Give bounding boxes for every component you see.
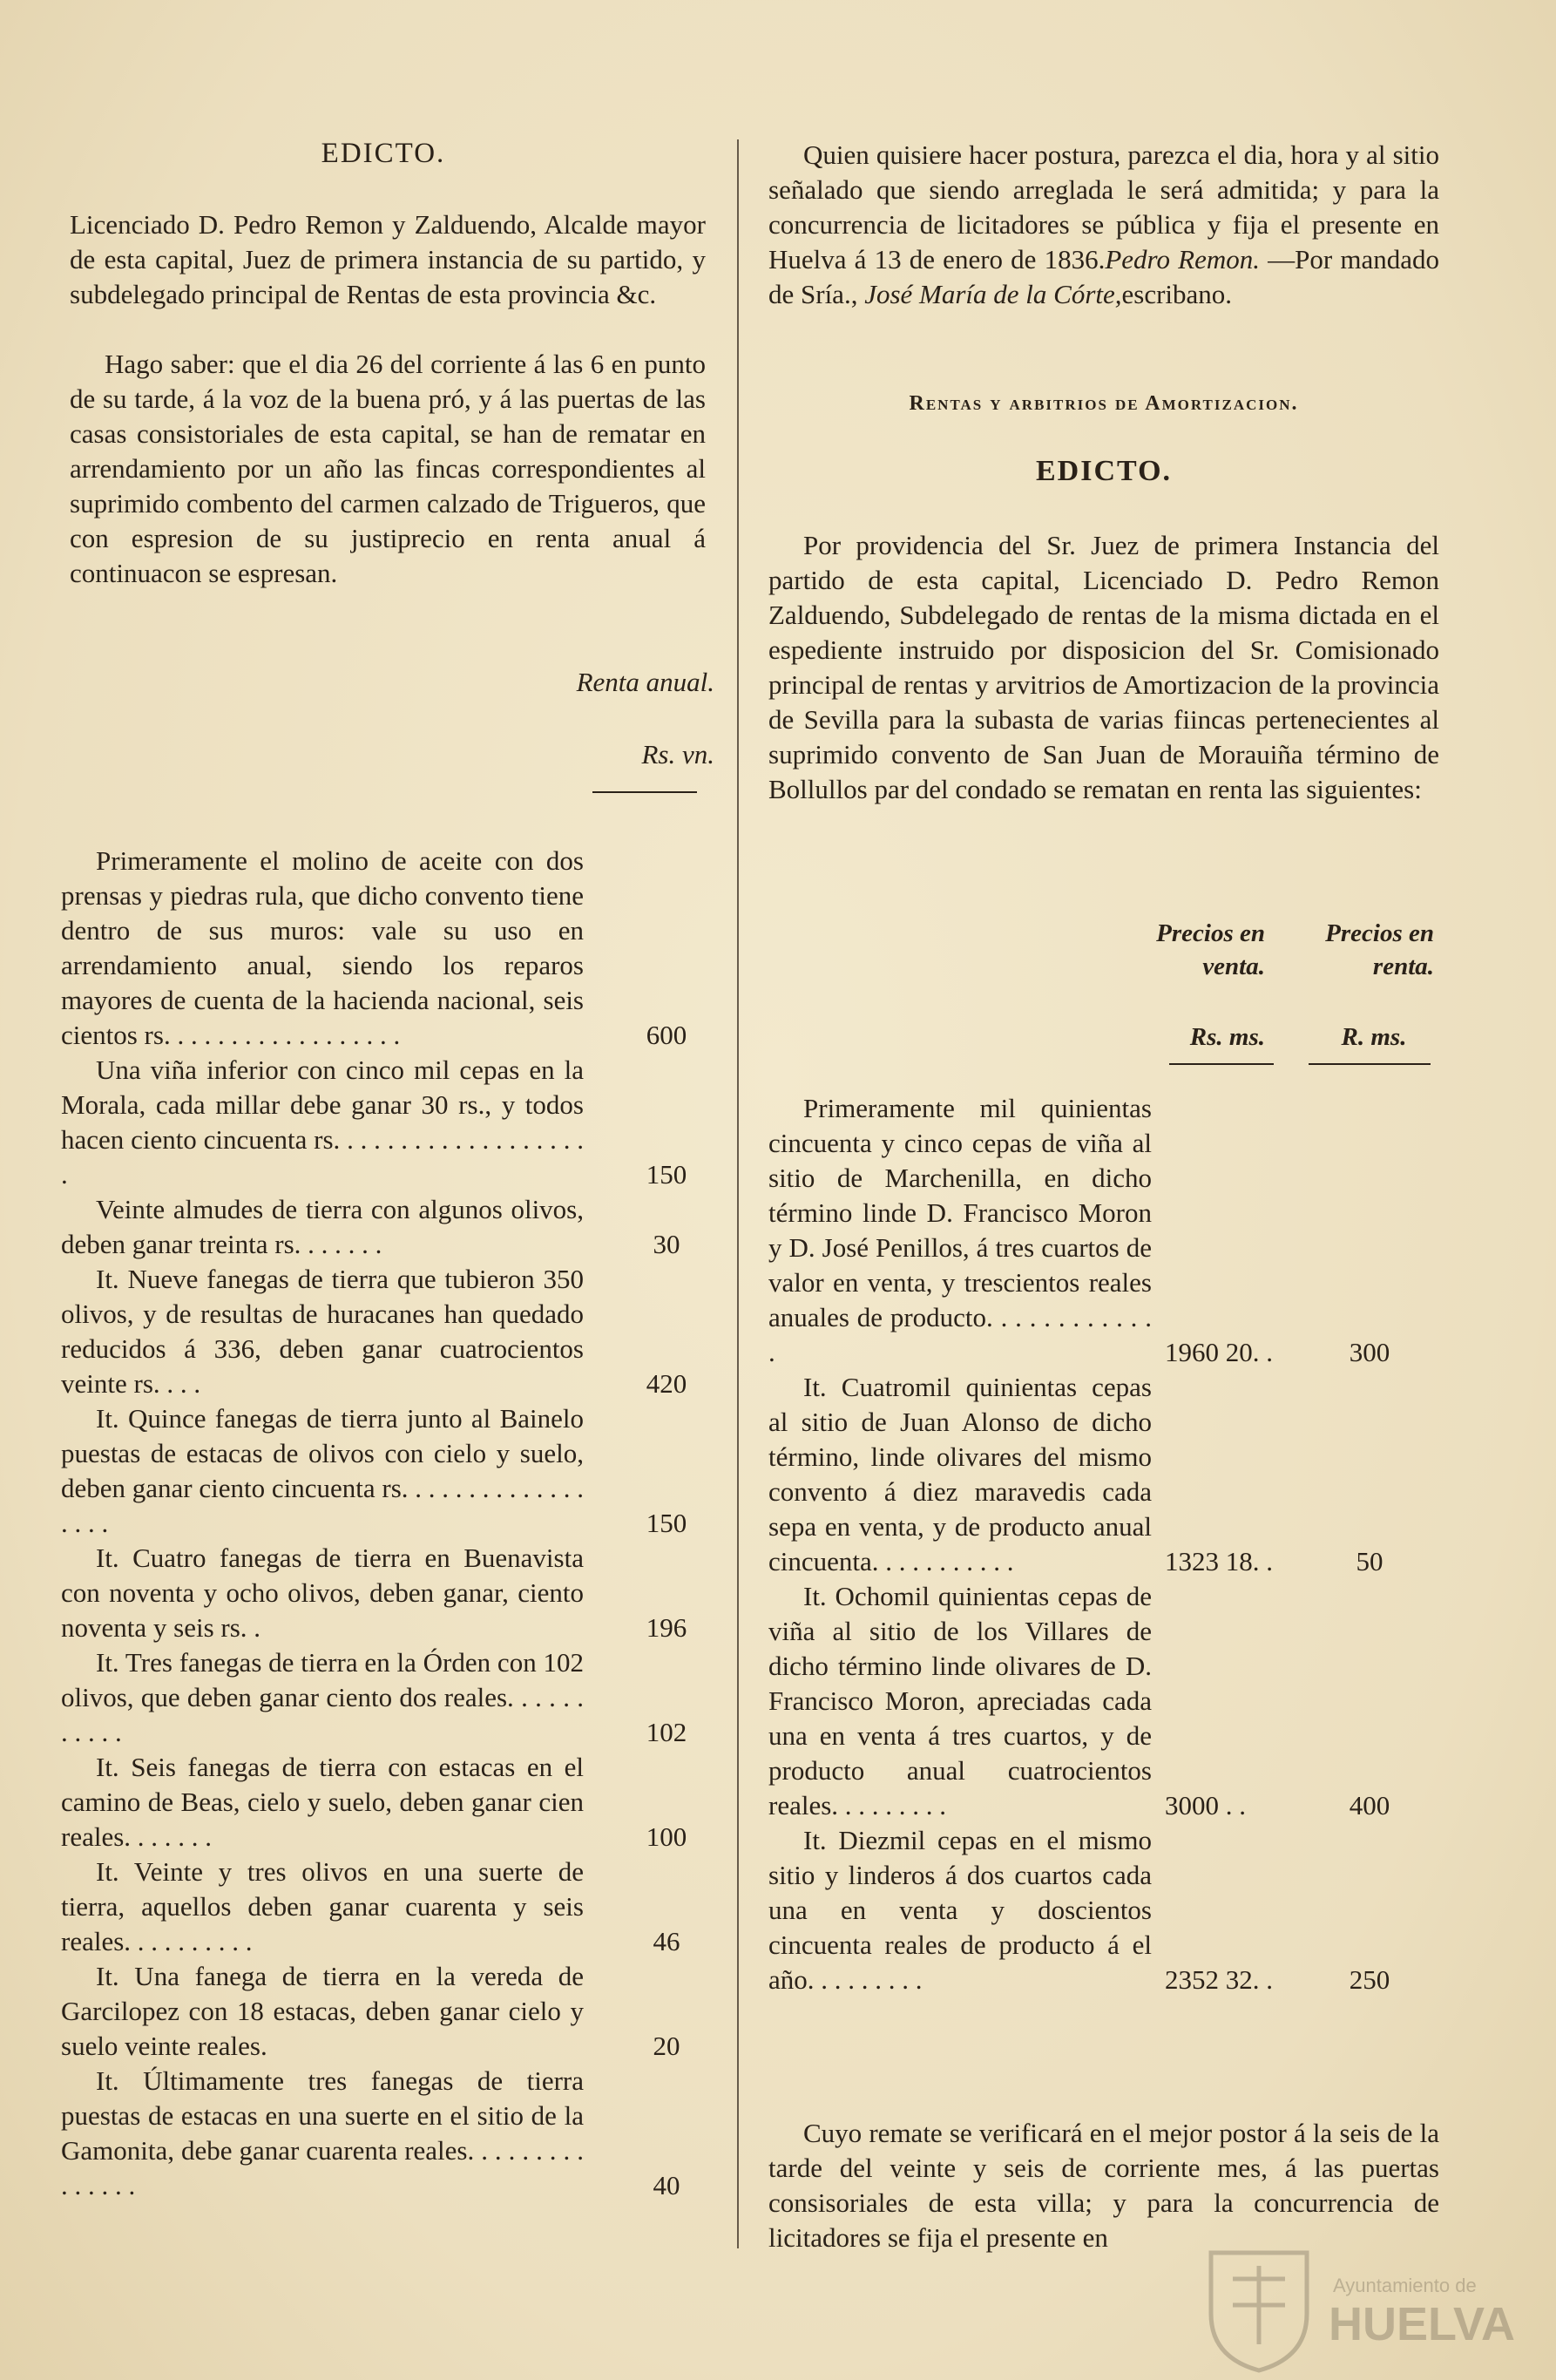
left-entry [61, 1262, 706, 1401]
left-notice: Hago saber: que el dia 26 del corriente á las 6 en punto de su tarde, á la voz de la buena pró, y á las puertas de las casas consistoriales de esta capital, se han de rematar en arrendamiento por un año las fincas correspondientes al suprimido combento del carmen calzado de Trigueros, que con espresion de su justiprecio en renta anual á continuacon se espresan. [70, 349, 706, 588]
left-entry-text: Primeramente el molino de aceite con dos prensas y piedras rula, que dicho convento tiene dentro de sus muros: vale su uso en arrendamiento anual, siendo los reparos mayores de cuenta de la hacienda nacional, seis cientos rs. . . . . . . . . . . . . . . . . . [61, 845, 584, 1050]
right-title: EDICTO. [1035, 455, 1173, 487]
left-entry [61, 1750, 706, 1855]
left-entry-value: 46 [653, 1926, 680, 1956]
left-entry-value: 30 [653, 1229, 680, 1259]
left-col-unit: Rs. vn. [641, 739, 714, 770]
left-entry [61, 1053, 706, 1192]
left-entry-text: It. Cuatro fanegas de tierra en Buenavista con noventa y ocho olivos, deben ganar, ciento noventa y seis rs. . [61, 1543, 584, 1643]
left-entry-text: It. Veinte y tres olivos en una suerte de tierra, aquellos deben ganar cuarenta y seis reales. . . . . . . . . . [61, 1856, 584, 1956]
signature-mid: Por mandado de Sría., [768, 244, 1439, 309]
huelva-shield-icon [1194, 2244, 1542, 2375]
right-entry-venta: 1323 18. . [1165, 1546, 1273, 1576]
right-entry [768, 1370, 1439, 1579]
left-entry-value: 40 [653, 2170, 680, 2200]
left-entry [61, 1855, 706, 1959]
left-entry-value: 150 [646, 1159, 687, 1190]
left-intro: Licenciado D. Pedro Remon y Zalduendo, Alcalde mayor de esta capital, Juez de primera instancia de su partido, y subdelegado principal de Rentas de esta provincia &c. [70, 209, 706, 309]
right-entry-renta: 300 [1349, 1337, 1390, 1367]
right-entry-renta: 400 [1349, 1790, 1390, 1821]
right-entry-text: It. Ochomil quinientas cepas de viña al sitio de los Villares de dicho término linde olivares de D. Francisco Moron, apreciadas cada una en venta á tres cuartos, y de producto anual cuatrocientos reales. . . . . . . . . [768, 1581, 1152, 1821]
left-entry-value: 20 [653, 2031, 680, 2061]
left-entry-text: Una viña inferior con cinco mil cepas en la Morala, cada millar debe ganar 30 rs., y todos hacen ciento cincuenta rs. . . . . . . . . . . . . . . . . . . . [61, 1054, 584, 1190]
left-entry-value: 100 [646, 1821, 687, 1852]
left-entry-value: 150 [646, 1508, 687, 1538]
right-entry [768, 1579, 1439, 1823]
right-entry [768, 1091, 1439, 1370]
right-col1-header: Precios en venta. [1156, 919, 1265, 980]
right-entry-renta: 250 [1349, 1964, 1390, 1995]
left-entry [61, 2064, 706, 2203]
column-divider [737, 139, 739, 2248]
left-entry-text: It. Nueve fanegas de tierra que tubieron 350 olivos, y de resultas de huracanes han quedado reducidos á 336, deben ganar cuatrocientos veinte rs. . . . [61, 1264, 584, 1399]
left-entry [61, 1192, 706, 1262]
right-col1-unit: Rs. ms. [1189, 1023, 1265, 1051]
left-entry-value: 420 [646, 1368, 687, 1399]
left-entry-text: It. Una fanega de tierra en la vereda de Garcilopez con 18 estacas, deben ganar cielo y suelo veinte reales. [61, 1961, 584, 2061]
right-col2-rule [1309, 1063, 1431, 1065]
right-notice: Por providencia del Sr. Juez de primera Instancia del partido de esta capital, Licenciado D. Pedro Remon Zalduendo, Subdelegado de rentas de la misma dictada en el espediente instruido por disposicion del Sr. Comisionado principal de rentas y arvitrios de Amortizacion de la provincia de Sevilla para la subasta de varias fiincas pertenecientes al suprimido convento de San Juan de Morauiña término de Bollullos par del condado se rematan en renta las siguientes: [768, 530, 1439, 804]
left-entry-value: 600 [646, 1020, 687, 1050]
left-entry-text: It. Seis fanegas de tierra con estacas en el camino de Beas, cielo y suelo, deben ganar cien reales. . . . . . . [61, 1752, 584, 1852]
left-entry [61, 1959, 706, 2064]
right-col1-rule [1169, 1063, 1274, 1065]
left-entry-text: It. Quince fanegas de tierra junto al Bainelo puestas de estacas de olivos con cielo y suelo, deben ganar ciento cincuenta rs. . . . . . . . . . . . . . . . . . [61, 1403, 585, 1538]
left-entry-text: It. Últimamente tres fanegas de tierra puestas de estacas en una suerte en el sitio de la Gamonita, debe ganar cuarenta reales. . . . . . . . . . . . . . . [61, 2065, 584, 2200]
right-entry-venta: 3000 . . [1165, 1790, 1246, 1821]
right-closing: Cuyo remate se verificará en el mejor postor á la seis de la tarde del veinte y seis de corriente mes, á las puertas consisoriales de esta villa; y para la concurrencia de licitadores se fija el presente en [768, 2118, 1439, 2253]
left-entry [61, 1401, 706, 1541]
continuation-text: Quien quisiere hacer postura, parezca el dia, hora y al sitio señalado que siendo arreglada le será admitida; y para la concurrencia de licitadores se pública y fija el presente en Huelva á 13 de enero de 1836. [768, 139, 1439, 275]
right-col2-unit: R. ms. [1341, 1023, 1407, 1051]
right-entry-text: Primeramente mil quinientas cincuenta y cinco cepas de viña al sitio de Marchenilla, en dicho término linde D. Francisco Moron y D. José Penillos, á tres cuartos de valor en venta, y trescientos reales anuales de producto. . . . . . . . . . . . . [768, 1093, 1152, 1367]
right-entries [768, 1091, 1439, 1997]
left-entries [61, 844, 706, 2203]
left-col-header: Renta anual. [576, 667, 714, 697]
right-entry-venta: 1960 20. . [1165, 1337, 1273, 1367]
right-entry-venta: 2352 32. . [1165, 1964, 1273, 1995]
left-entry-value: 102 [646, 1717, 687, 1747]
left-entry [61, 1541, 706, 1645]
section-title: Rentas y arbitrios de Amortizacion. [909, 392, 1299, 415]
signature-2: José María de la Córte, [864, 279, 1122, 309]
right-entry-text: It. Diezmil cepas en el mismo sitio y linderos á dos cuartos cada una en venta y doscientos cincuenta reales de producto á el año. . . . . . . . . [768, 1825, 1152, 1995]
left-title: EDICTO. [321, 138, 446, 169]
left-entry-value: 196 [646, 1612, 687, 1643]
left-entry [61, 1645, 706, 1750]
left-entry-text: It. Tres fanegas de tierra en la Órden con 102 olivos, que deben ganar ciento dos reales. . . . . . . . . . . [61, 1647, 584, 1747]
left-entry [61, 844, 706, 1053]
right-continuation: Quien quisiere hacer postura, parezca el dia, hora y al sitio señalado que siendo arreglada le será admitida; y para la concurrencia de licitadores se pública y fija el presente en Huelva á 13 de enero de 1836.Pedro Remon. —Por mandado de Sría., José María de la Córte,escribano. [768, 139, 1439, 309]
left-entry-text: Veinte almudes de tierra con algunos olivos, deben ganar treinta rs. . . . . . . [61, 1194, 584, 1259]
archive-stamp [1194, 2244, 1542, 2375]
right-entry-text: It. Cuatromil quinientas cepas al sitio de Juan Alonso de dicho término, linde olivares del mismo convento á diez maravedis cada sepa en venta, y de producto anual cincuenta. . . . . . . . . . . [768, 1372, 1152, 1576]
signature-1: Pedro Remon. [1105, 244, 1260, 275]
right-col2-header: Precios en renta. [1325, 919, 1434, 980]
right-entry-renta: 50 [1356, 1546, 1383, 1576]
stamp-line1: Ayuntamiento de [1333, 2275, 1477, 2296]
right-entry [768, 1823, 1439, 1997]
signature-end: escribano. [1121, 279, 1233, 309]
stamp-line2: HUELVA [1329, 2298, 1515, 2350]
left-col-rule [592, 791, 697, 793]
